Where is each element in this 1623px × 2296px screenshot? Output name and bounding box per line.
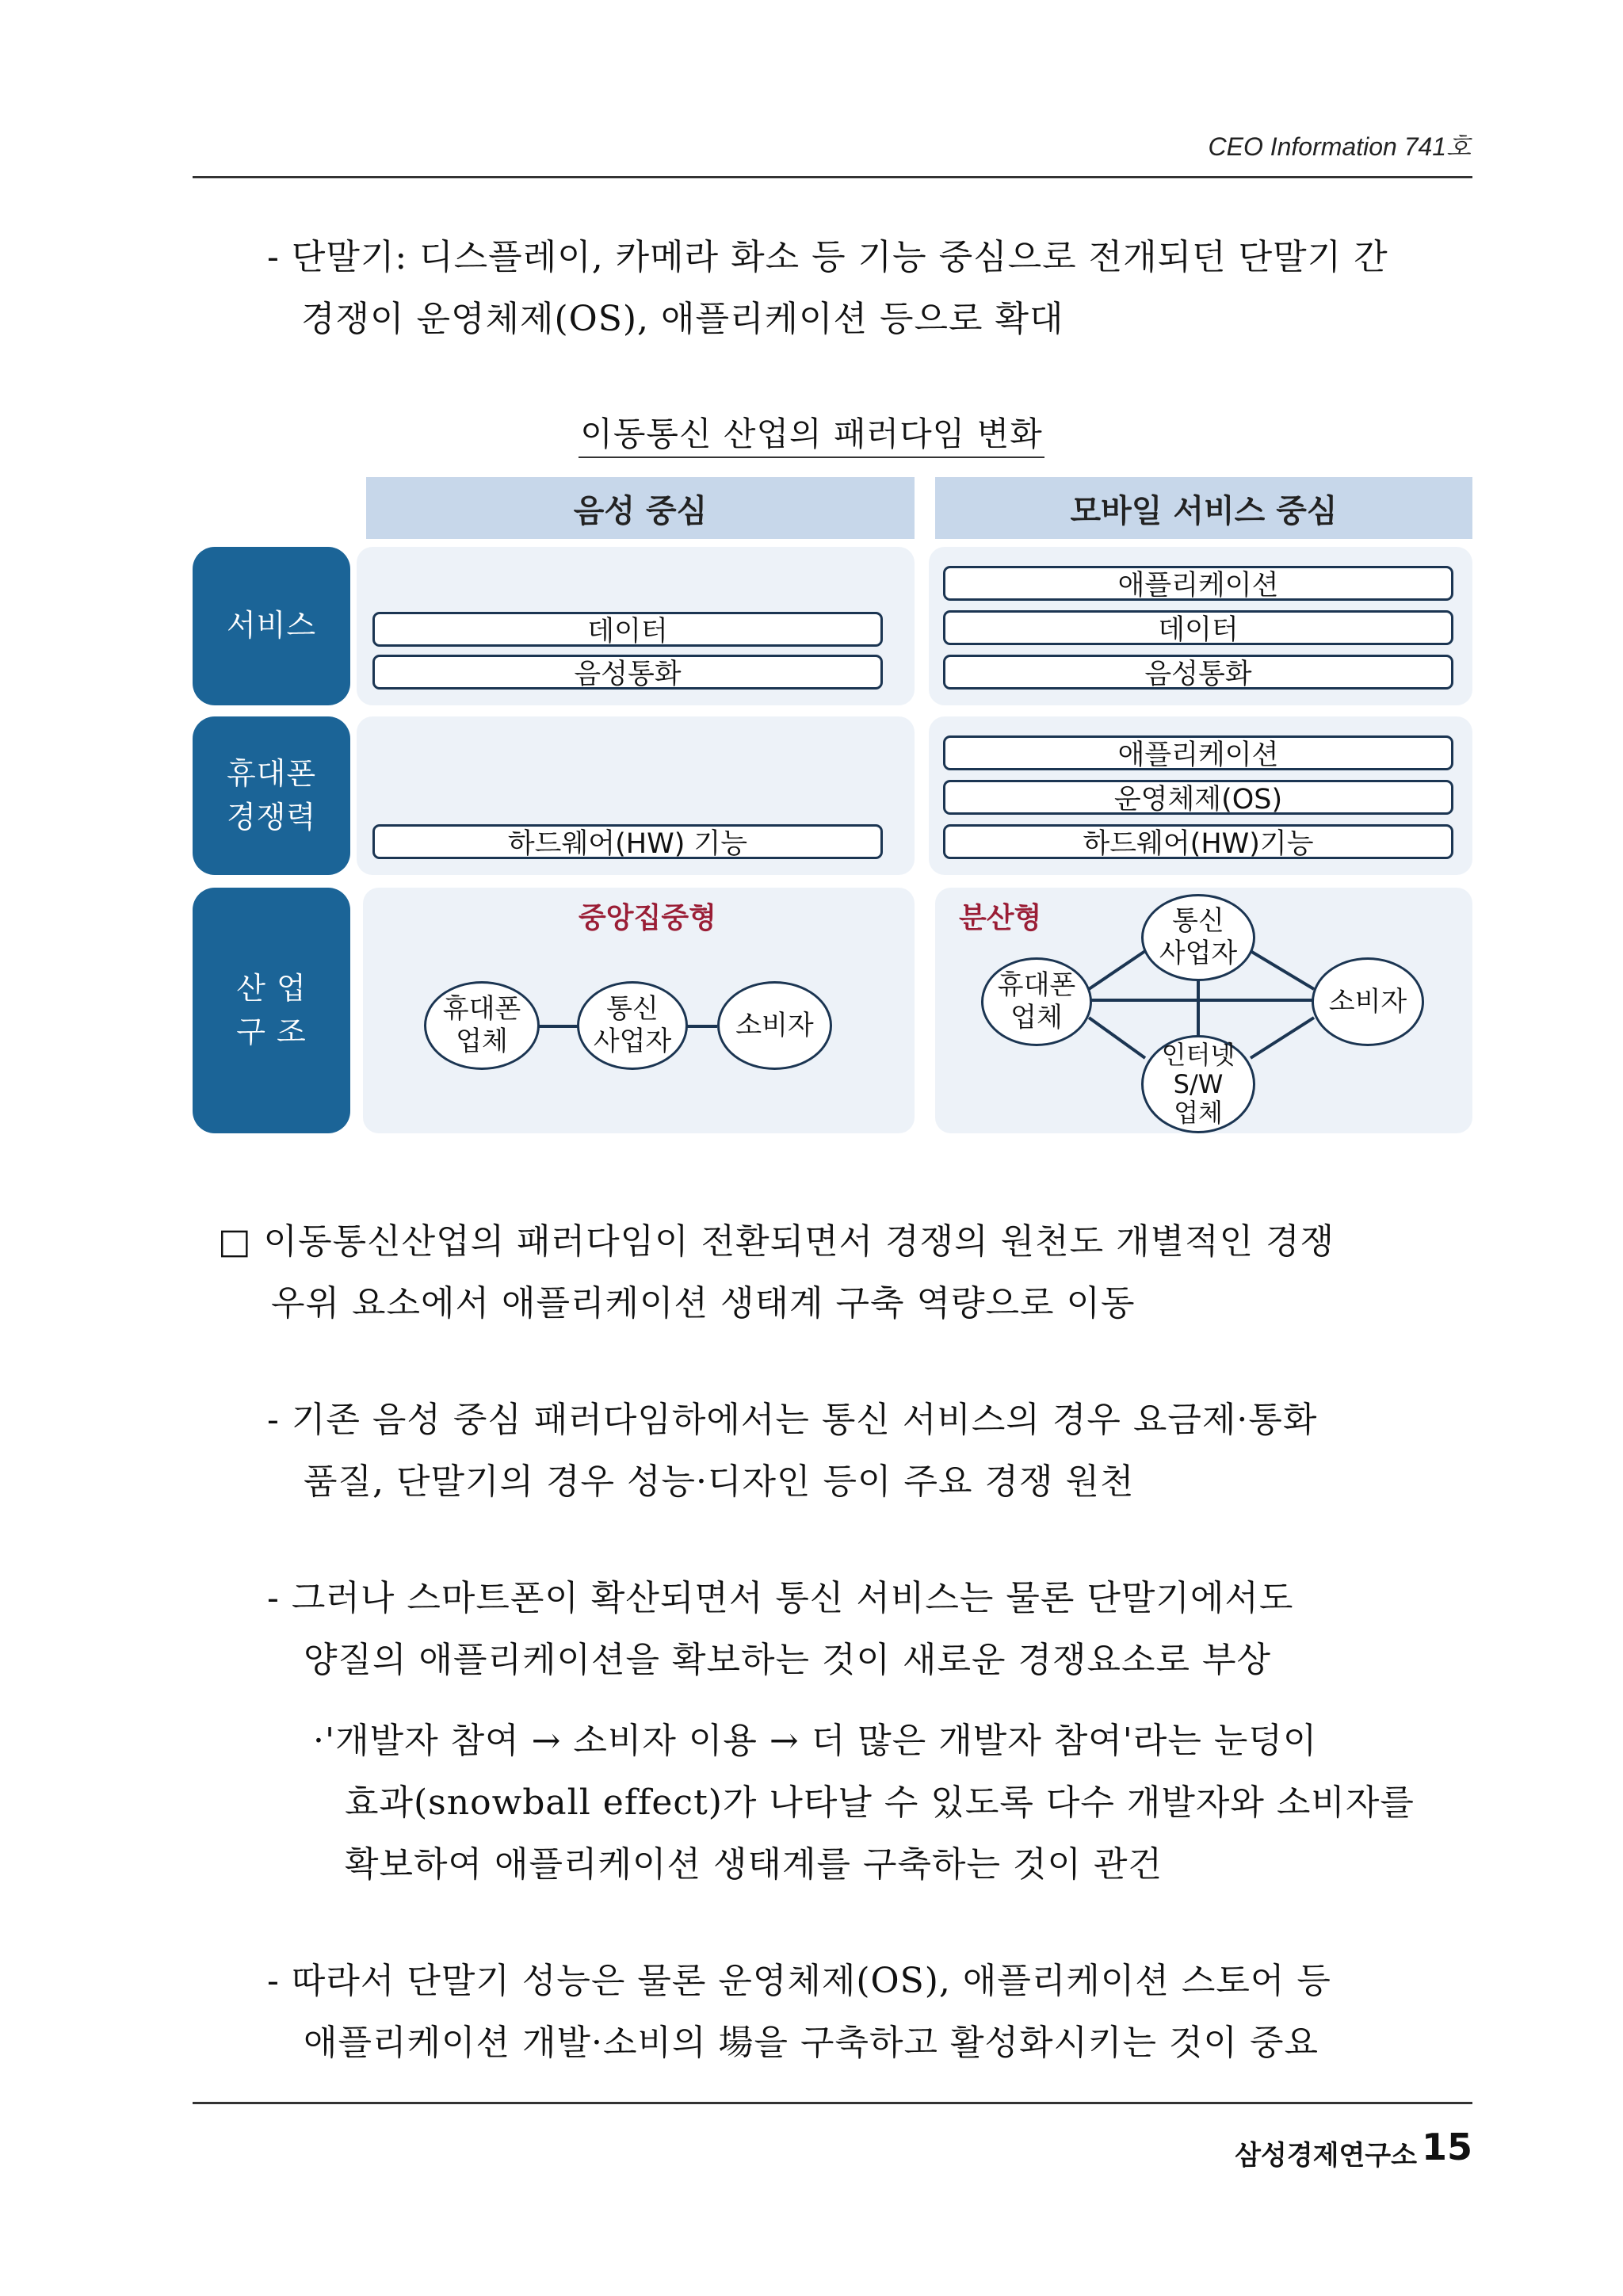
sub-point-1-line-1: - 기존 음성 중심 패러다임하에서는 통신 서비스의 경우 요금제·통화 [267,1400,1318,1440]
sub-point-3-line-2: 애플리케이션 개발·소비의 場을 구축하고 활성화시키는 것이 중요 [304,2023,1319,2063]
publication-header: CEO Information 741호 [1208,132,1471,161]
voice-structure-label: 중앙집중형 [579,902,716,934]
voice-bar-voice-call: 음성통화 [372,655,883,690]
mobile-bar-data: 데이터 [943,610,1453,645]
sub-point-2-line-2: 양질의 애플리케이션을 확보하는 것이 새로운 경쟁요소로 부상 [304,1640,1272,1680]
mobile-node-carrier: 통신 사업자 [1141,894,1255,981]
voice-node-phone-maker: 휴대폰 업체 [424,981,540,1070]
row-header-phone-competitiveness: 휴대폰 경쟁력 [193,716,350,875]
dot-point-line-1: ·'개발자 참여 → 소비자 이용 → 더 많은 개발자 참여'라는 눈덩이 [313,1721,1318,1761]
voice-bar-hardware: 하드웨어(HW) 기능 [372,824,883,859]
mobile-bar-voice-call: 음성통화 [943,655,1453,690]
institute-name: 삼성경제연구소 [1235,2140,1417,2172]
main-point-line-1: □ 이동통신산업의 패러다임이 전환되면서 경쟁의 원천도 개별적인 경쟁 [218,1221,1335,1262]
sub-point-3-line-1: - 따라서 단말기 성능은 물론 운영체제(OS), 애플리케이션 스토어 등 [267,1961,1331,2001]
voice-node-consumer: 소비자 [717,981,832,1070]
intro-bullet-line-1: - 단말기: 디스플레이, 카메라 화소 등 기능 중심으로 전개되던 단말기 간 [267,237,1388,277]
mobile-bar-os: 운영체제(OS) [943,780,1453,815]
voice-bar-data: 데이터 [372,612,883,647]
mobile-node-consumer: 소비자 [1312,957,1424,1046]
column-header-voice: 음성 중심 [366,477,915,539]
row-header-service: 서비스 [193,547,350,705]
mobile-structure-label: 분산형 [959,902,1042,934]
intro-bullet-line-2: 경쟁이 운영체제(OS), 애플리케이션 등으로 확대 [301,299,1064,339]
dot-point-line-3: 확보하여 애플리케이션 생태계를 구축하는 것이 관건 [345,1844,1163,1885]
mobile-bar-application: 애플리케이션 [943,566,1453,601]
mobile-node-phone-maker: 휴대폰 업체 [981,957,1092,1046]
row-header-industry-structure: 산 업 구 조 [193,888,350,1133]
sub-point-1-line-2: 품질, 단말기의 경우 성능·디자인 등이 주요 경쟁 원천 [304,1461,1135,1502]
voice-node-carrier: 통신 사업자 [577,981,688,1070]
dot-point-line-2: 효과(snowball effect)가 나타날 수 있도록 다수 개발자와 소비자를 [345,1782,1415,1823]
figure-title: 이동통신 산업의 패러다임 변화 [0,408,1623,456]
mobile-bar-phone-application: 애플리케이션 [943,735,1453,770]
main-point-line-2: 우위 요소에서 애플리케이션 생태계 구축 역량으로 이동 [271,1283,1136,1324]
footer-rule [193,2102,1472,2104]
page-number: 15 [1421,2126,1472,2168]
mobile-bar-phone-hardware: 하드웨어(HW)기능 [943,824,1453,859]
mobile-node-internet-sw: 인터넷 S/W 업체 [1141,1035,1255,1133]
sub-point-2-line-1: - 그러나 스마트폰이 확산되면서 통신 서비스는 물론 단말기에서도 [267,1578,1294,1618]
column-header-mobile: 모바일 서비스 중심 [935,477,1472,539]
